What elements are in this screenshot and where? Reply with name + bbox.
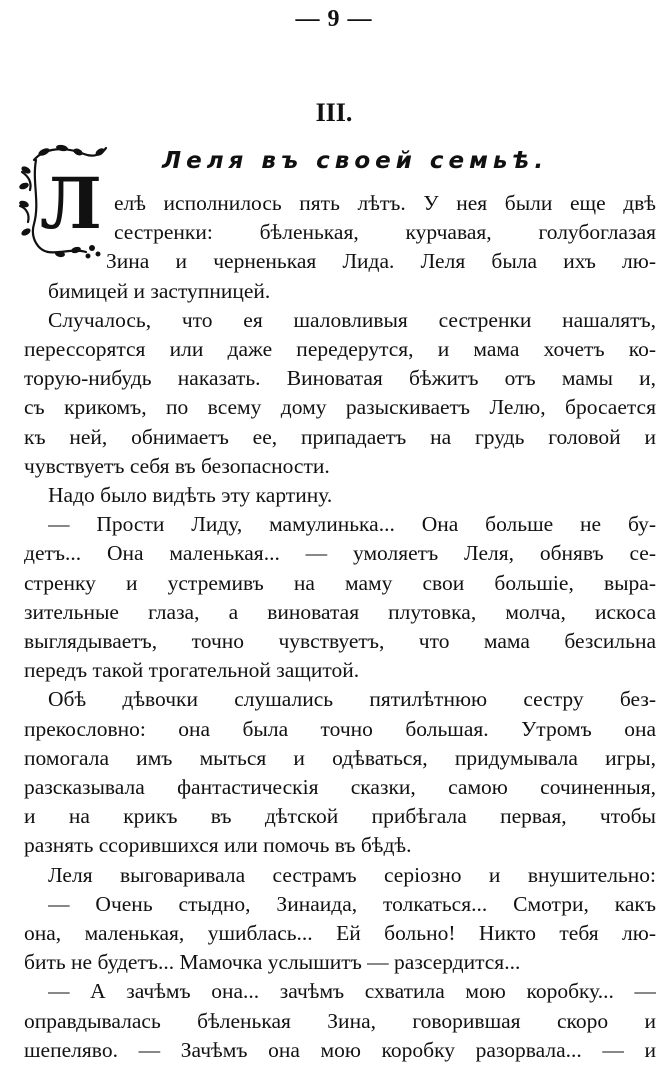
text-line: шепелявo. — Зачѣмъ она мою коробку разорвала... — и bbox=[24, 1037, 656, 1062]
text-line: сестренки: бѣленькая, курчавая, голубоглазая bbox=[114, 220, 656, 245]
text-line: детъ... Она маленькая... — умоляетъ Леля, обнявъ се- bbox=[24, 541, 656, 566]
text-line: выглядываетъ, точно чувствуетъ, что мама безсильна bbox=[24, 629, 656, 653]
text-line: бить не будетъ... Мамочка услышитъ — разсердится... bbox=[24, 950, 521, 975]
text-line: — Очень стыдно, Зинаида, толкаться... Смотри, какъ bbox=[48, 891, 656, 916]
text-line: стренку и устремивъ на маму свои большіе, выра- bbox=[24, 570, 656, 595]
text-line: помогала имъ мыться и одѣваться, придумывала игры, bbox=[24, 745, 656, 770]
text-line: Надо было видѣть эту картину. bbox=[48, 483, 333, 507]
text-line: Случалось, что ея шаловливыя сестренки нашалятъ, bbox=[48, 307, 656, 332]
text-line: съ крикомъ, по всему дому разыскиваетъ Лелю, бросается bbox=[24, 395, 656, 420]
text-line: къ ней, обнимаетъ ее, припадаетъ на грудь головой и bbox=[24, 424, 656, 449]
text-line: она, маленькая, ушиблась... Ей больно! Никто тебя лю- bbox=[24, 921, 656, 945]
dropcap-letter: Л bbox=[40, 162, 102, 245]
text-line: бимицей и заступницей. bbox=[48, 278, 271, 303]
text-line: чувствуетъ себя въ безопасности. bbox=[24, 453, 330, 478]
text-line: прекословно: она была точно большая. Утромъ она bbox=[24, 716, 656, 741]
text-line: зительные глаза, а виноватая плутовка, молча, искоса bbox=[24, 599, 656, 624]
text-line: Обѣ дѣвочки слушались пятилѣтнюю сестру без- bbox=[48, 687, 656, 712]
chapter-number: III. bbox=[315, 98, 353, 127]
text-line: торую-нибудь наказать. Виноватая бѣжитъ отъ мамы и, bbox=[24, 366, 656, 391]
page-number: — 9 — bbox=[295, 6, 373, 32]
text-line: разнять ссорившихся или помочь въ бѣдѣ. bbox=[24, 833, 412, 858]
decorative-dropcap-illustration bbox=[14, 142, 110, 260]
text-line: елѣ исполнилось пять лѣтъ. У нея были еще двѣ bbox=[114, 191, 656, 215]
chapter-title: Леля въ своей семьѣ. bbox=[162, 148, 549, 174]
text-line: — А зачѣмъ она... зачѣмъ схватила мою коробку... — bbox=[48, 979, 656, 1004]
text-line: Леля выговаривала сестрамъ серіозно и внушительно: bbox=[48, 862, 656, 887]
text-line: и на крикъ въ дѣтской прибѣгала первая, чтобы bbox=[24, 804, 656, 829]
text-line: передъ такой трогательной защитой. bbox=[24, 658, 360, 683]
text-line: разсказывала фантастическія сказки, самою сочиненныя, bbox=[24, 775, 656, 799]
text-line: — Прости Лиду, мамулинька... Она больше не бу- bbox=[48, 512, 656, 537]
text-line: Зина и черненькая Лида. Леля была ихъ лю- bbox=[106, 249, 656, 274]
text-line: оправдывалась бѣленькая Зина, говорившая скоро и bbox=[24, 1008, 656, 1033]
text-line: перессорятся или даже передерутся, и мама хочетъ ко- bbox=[24, 337, 656, 361]
